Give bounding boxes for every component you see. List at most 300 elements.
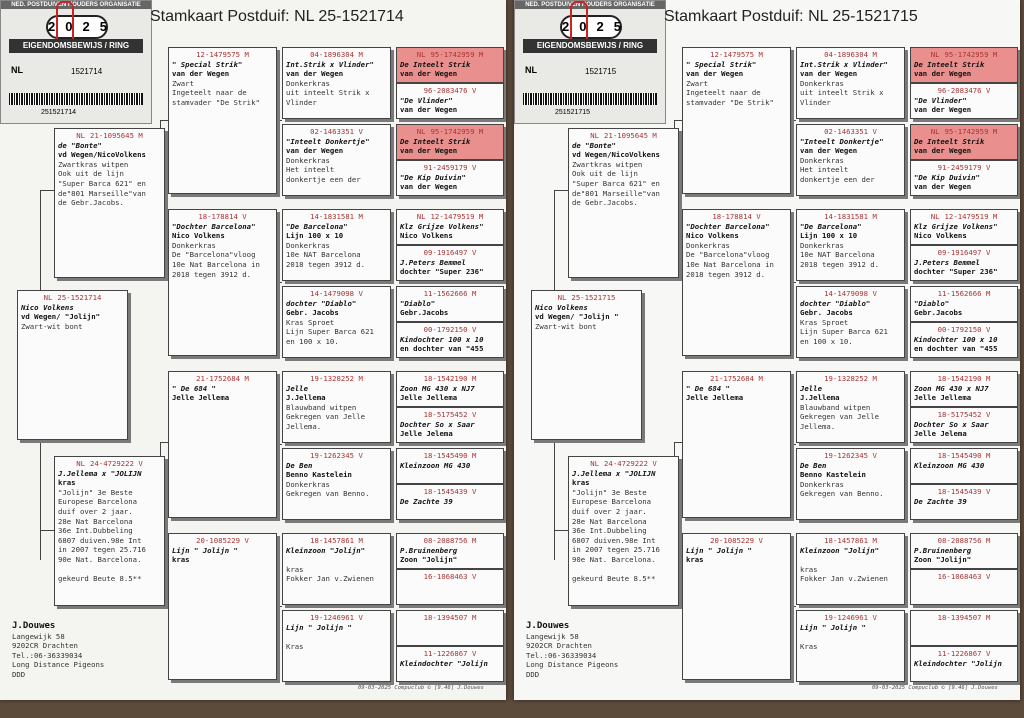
box-line: van der Wegen — [800, 146, 858, 156]
box-header — [686, 50, 787, 60]
ring-number: 11-1226867 V — [937, 649, 991, 658]
breeder-detail: 9202CR Drachten — [526, 641, 592, 651]
card-year: 2025 — [46, 15, 108, 39]
ring-number: 21-1095645 M — [604, 131, 657, 140]
box-line: Benno Kastelein — [800, 470, 866, 480]
pedigree-connector — [674, 442, 682, 443]
country-code: NL — [590, 131, 600, 140]
ring-number: 11-1562666 M — [937, 289, 991, 298]
box-line: Fokker Jan v.Zwienen — [800, 574, 888, 584]
box-line: van der Wegen — [400, 182, 458, 192]
box-line: Kleinzoon MG 430 — [400, 460, 471, 470]
box-line: De Inteelt Strik — [914, 59, 985, 69]
pedigree-box-ggg-7-sire — [910, 610, 1018, 646]
box-line: Gebr.Jacobs — [914, 308, 963, 318]
card-label: EIGENDOMSBEWIJS / RING — [523, 39, 657, 53]
box-line: Nico Volkens — [686, 231, 739, 241]
box-line: de Gebr.Jacobs. — [572, 198, 638, 208]
pedigree-box-subject — [531, 290, 642, 440]
box-line — [58, 565, 161, 575]
pedigree-box-g3 — [168, 371, 277, 518]
ring-number: 21-1752684 M — [710, 374, 763, 383]
box-line: Gebr. Jacobs — [286, 308, 339, 318]
pedigree-box-dam — [568, 456, 679, 606]
pedigree-box-ggg-7-sire — [396, 610, 504, 646]
box-line: "Diablo" — [400, 298, 436, 308]
box-line: 2018 tegen 3912 d. — [172, 269, 252, 279]
box-header — [172, 374, 273, 384]
box-header — [286, 212, 387, 222]
box-line: "Dochter Barcelona" — [172, 221, 256, 231]
pedigree-box-ggg-0-dam — [910, 83, 1018, 119]
country-code: NL — [43, 293, 53, 302]
box-line: Kleinzoon MG 430 — [914, 460, 985, 470]
box-header — [686, 374, 787, 384]
pedigree-box-ggg-3-dam — [910, 322, 1018, 358]
pedigree-connector — [160, 280, 168, 281]
country-code: NL — [416, 127, 426, 136]
box-header — [400, 248, 500, 258]
card-country: NL — [525, 65, 537, 75]
pedigree-connector — [277, 444, 282, 445]
box-line: Dochter So x Saar — [914, 419, 989, 429]
breeder-info — [526, 622, 618, 680]
box-line: Gekregen van Jelle — [800, 412, 880, 422]
box-header — [21, 293, 124, 303]
box-line: " De 684 " — [172, 383, 216, 393]
box-line: Int.Strik x Vlinder" — [286, 59, 374, 69]
box-line: Jelle Jellema — [686, 393, 744, 403]
pedigree-box-gg7 — [282, 533, 391, 605]
pedigree-connector — [40, 530, 54, 531]
pedigree-connector — [40, 190, 54, 191]
ring-number: 21-1752684 M — [196, 374, 249, 383]
pedigree-box-ggg-3-dam — [396, 322, 504, 358]
box-header — [914, 50, 1014, 60]
box-line: " Special Strik" — [686, 59, 757, 69]
box-line: J.Peters Bemmel — [914, 257, 980, 267]
box-line — [286, 632, 387, 642]
box-line: Ook uit de lijn — [572, 169, 638, 179]
pedigree-box-ggg-7-dam — [910, 646, 1018, 682]
box-line: uit inteelt Strik x — [800, 88, 884, 98]
box-line: Zwartkras witpen — [572, 159, 643, 169]
box-line: " Special Strik" — [172, 59, 243, 69]
box-line: Nico Volkens — [21, 302, 74, 312]
box-line: Lijn Super Barca 621 — [286, 327, 374, 337]
pedigree-box-g1 — [682, 47, 791, 194]
box-header — [800, 536, 901, 546]
box-line: Europese Barcelona — [572, 497, 652, 507]
ring-number: 14-1479098 V — [824, 289, 877, 298]
box-line: 6807 duiven.98e Int — [58, 535, 142, 545]
box-line: Zwart — [172, 78, 194, 88]
box-header — [286, 536, 387, 546]
ring-number: 19-1246961 V — [824, 613, 877, 622]
ring-number: 02-1463351 V — [310, 127, 363, 136]
pedigree-box-ggg-0-dam — [396, 83, 504, 119]
pedigree-connector — [160, 120, 168, 121]
box-line: en 100 x 10. — [800, 336, 853, 346]
box-line: de Gebr.Jacobs. — [58, 198, 124, 208]
box-line: "Jolijn" 3e Beste — [58, 487, 133, 497]
box-header — [400, 410, 500, 420]
box-line: Nico Volkens — [914, 231, 967, 241]
card-label: EIGENDOMSBEWIJS / RING — [9, 39, 143, 53]
pedigree-box-ggg-4-sire — [396, 371, 504, 407]
breeder-name: J.Douwes — [526, 621, 570, 631]
box-line: van der Wegen — [400, 69, 458, 79]
pedigree-box-ggg-2-dam — [396, 245, 504, 281]
box-line — [800, 632, 901, 642]
box-header — [914, 374, 1014, 384]
box-header — [914, 613, 1014, 623]
card-barcode-number: 251521714 — [41, 109, 77, 116]
box-line: Dochter So x Saar — [400, 419, 475, 429]
pedigree-box-g3 — [682, 371, 791, 518]
ring-number: 12-1479575 M — [710, 50, 763, 59]
box-header — [400, 649, 500, 659]
print-footer: 09-03-2025 Compuclub © [9.46] J.Douwes — [872, 685, 998, 691]
box-line: Jelle Jelema — [400, 429, 453, 439]
box-line: Gekregen van Benno. — [800, 489, 884, 499]
ring-number: 08-2088756 M — [423, 536, 477, 545]
country-code: NL — [76, 131, 86, 140]
box-header — [572, 131, 675, 141]
ring-number: 18-1545490 M — [937, 451, 991, 460]
box-header — [914, 325, 1014, 335]
country-code: NL — [930, 212, 940, 221]
box-line: Jelle Jelema — [914, 429, 967, 439]
box-line: Ingeteelt naar de — [172, 88, 247, 98]
box-line: De Ben — [800, 460, 827, 470]
box-line: J.Jellema x "JOLIJN — [58, 468, 142, 478]
ring-number: 18-1542190 M — [937, 374, 991, 383]
pedigree-box-gg2 — [796, 124, 905, 196]
ring-number: 18-1545439 V — [937, 487, 991, 496]
box-line: vd Wegen/ "Jolijn " — [535, 312, 619, 322]
box-line: de "Bonte" — [58, 140, 102, 150]
box-header — [914, 451, 1014, 461]
box-line: van der Wegen — [914, 105, 972, 115]
box-line: Het inteelt — [286, 165, 335, 175]
breeder-detail: Langewijk 58 — [526, 631, 579, 641]
box-line: Int.Strik x Vlinder" — [800, 59, 888, 69]
box-line: vd Wegen/NicoVolkens — [58, 150, 146, 160]
box-header — [572, 459, 675, 469]
pedigree-box-ggg-6-dam — [396, 569, 504, 605]
ring-number: 95-1742959 M — [944, 127, 998, 136]
box-header — [800, 212, 901, 222]
pedigree-box-ggg-1-dam — [396, 160, 504, 196]
box-line: uit inteelt Strik x — [286, 88, 370, 98]
box-line: De "Barcelona"vloog — [172, 250, 256, 260]
pedigree-box-ggg-5-dam — [910, 484, 1018, 520]
ring-number: 19-1246961 V — [310, 613, 363, 622]
box-line: Zoon "Jolijn" — [400, 555, 458, 565]
pedigree-box-gg1 — [796, 47, 905, 119]
box-line: van der Wegen — [400, 105, 458, 115]
pedigree-box-ggg-5-sire — [396, 448, 504, 484]
box-line: Lijn 100 x 10 — [286, 231, 344, 241]
pedigree-box-ggg-0-sire — [396, 47, 504, 83]
pedigree-box-gg4 — [282, 286, 391, 358]
box-line: dochter "Diablo" — [800, 298, 871, 308]
box-line: Donkerkras — [286, 78, 330, 88]
box-line: Ingeteelt naar de — [686, 88, 761, 98]
box-line: van der Wegen — [686, 69, 744, 79]
card-year: 2025 — [560, 15, 622, 39]
box-line: Nico Volkens — [172, 231, 225, 241]
box-line: vd Wegen/NicoVolkens — [572, 150, 660, 160]
box-line — [800, 555, 901, 565]
box-line: "De Vlinder" — [400, 95, 453, 105]
box-line: Donkerkras — [800, 479, 844, 489]
box-line: Kleindochter "Jolijn — [914, 658, 1002, 668]
card-barcode-number: 251521715 — [555, 109, 591, 116]
box-line: van der Wegen — [172, 69, 230, 79]
ring-number: 02-1463351 V — [824, 127, 877, 136]
box-line: Vlinder — [286, 97, 317, 107]
box-header — [400, 212, 500, 222]
box-line: "Jolijn" 3e Beste — [572, 487, 647, 497]
pedigree-connector — [791, 606, 796, 607]
box-line: "De Barcelona" — [800, 221, 862, 231]
box-line: Lijn " Jolijn " — [800, 622, 866, 632]
pedigree-connector — [791, 444, 796, 445]
box-line: Jelle Jellema — [172, 393, 230, 403]
box-line: en 100 x 10. — [286, 336, 339, 346]
pedigree-connector — [791, 282, 796, 283]
box-line: de"801 Marseille"van — [58, 188, 146, 198]
box-header — [914, 536, 1014, 546]
pedigree-box-gg3 — [796, 209, 905, 281]
pedigree-box-gg7 — [796, 533, 905, 605]
box-line: Donkerkras — [800, 155, 844, 165]
box-header — [914, 86, 1014, 96]
ring-number: 12-1479575 M — [196, 50, 249, 59]
box-header — [400, 374, 500, 384]
box-line: donkertje een der — [800, 174, 875, 184]
country-code: NL — [416, 212, 426, 221]
box-header — [535, 293, 638, 303]
box-line: van der Wegen — [914, 146, 972, 156]
box-header — [286, 127, 387, 137]
ring-number: 11-1226867 V — [423, 649, 477, 658]
pedigree-box-gg3 — [282, 209, 391, 281]
box-header — [400, 50, 500, 60]
ring-number: 18-178814 V — [712, 212, 761, 221]
pedigree-box-ggg-1-sire — [396, 124, 504, 160]
ring-number: 21-1095645 M — [90, 131, 143, 140]
ring-number: 19-1262345 V — [824, 451, 877, 460]
box-line: Lijn " Jolijn " — [172, 545, 238, 555]
box-line: kras — [58, 478, 76, 488]
box-line: vd Wegen/ "Jolijn" — [21, 312, 101, 322]
box-line: 2018 tegen 3912 d. — [800, 259, 880, 269]
box-header — [286, 289, 387, 299]
box-line: J.Jellema x "JOLIJN — [572, 468, 656, 478]
box-header — [400, 127, 500, 137]
box-header — [400, 572, 500, 582]
box-line: "Diablo" — [914, 298, 950, 308]
box-line: dochter "Super 236" — [400, 267, 484, 277]
ring-number: 08-2088756 M — [937, 536, 991, 545]
ring-number: 16-1068463 V — [423, 572, 477, 581]
pedigree-box-ggg-7-dam — [396, 646, 504, 682]
box-line: De Inteelt Strik — [400, 59, 471, 69]
box-line: Zoon MG 430 x NJ7 — [400, 383, 475, 393]
ring-ownership-card — [514, 0, 666, 124]
box-line: Vlinder — [800, 97, 831, 107]
box-line: Lijn " Jolijn " — [286, 622, 352, 632]
box-line: Zoon "Jolijn" — [914, 555, 972, 565]
breeder-info — [12, 622, 104, 680]
box-line: De Inteelt Strik — [914, 136, 985, 146]
box-line: gekeurd Beute 8.5** — [58, 574, 142, 584]
card-organisation: NED. POSTDUIVEN HOUDERS ORGANISATIE — [1, 1, 151, 9]
box-header — [400, 163, 500, 173]
ring-number: 18-1394507 M — [423, 613, 477, 622]
ring-number: 91-2459179 V — [937, 163, 991, 172]
breeder-detail: Tel.:06-36339034 — [12, 650, 83, 660]
ring-number: 14-1831581 M — [310, 212, 363, 221]
pedigree-box-dam — [54, 456, 165, 606]
box-line: kras — [800, 564, 818, 574]
box-line: P.Bruinenberg — [914, 545, 972, 555]
pedigree-box-ggg-0-sire — [910, 47, 1018, 83]
ring-number: 24-4729222 V — [90, 459, 143, 468]
box-line: "De Kip Duivin" — [400, 172, 466, 182]
box-header — [686, 536, 787, 546]
box-header — [800, 451, 901, 461]
pedigree-connector — [277, 120, 282, 121]
box-line: Kindochter 100 x 10 — [914, 334, 998, 344]
box-line: "De Vlinder" — [914, 95, 967, 105]
ring-number: 00-1792150 V — [937, 325, 991, 334]
ring-number: 14-1831581 M — [824, 212, 877, 221]
box-header — [914, 248, 1014, 258]
pedigree-box-gg6 — [796, 448, 905, 520]
box-header — [914, 212, 1014, 222]
box-header — [58, 131, 161, 141]
box-line: stamvader "De Strik" — [172, 97, 260, 107]
pedigree-sheet-left — [0, 0, 506, 700]
pedigree-connector — [674, 120, 682, 121]
pedigree-box-ggg-3-sire — [910, 286, 1018, 322]
box-header — [400, 451, 500, 461]
box-line: Europese Barcelona — [58, 497, 138, 507]
pedigree-box-gg1 — [282, 47, 391, 119]
ring-number: 18-1457861 M — [310, 536, 363, 545]
box-line: gekeurd Beute 8.5** — [572, 574, 656, 584]
box-line: Gekregen van Benno. — [286, 489, 370, 499]
box-line: dochter "Super 236" — [914, 267, 998, 277]
box-line: P.Bruinenberg — [400, 545, 458, 555]
pedigree-box-ggg-2-sire — [396, 209, 504, 245]
pedigree-box-gg8 — [282, 610, 391, 682]
box-line: Ook uit de lijn — [58, 169, 124, 179]
box-line: 36e Int.Dubbeling — [58, 526, 133, 536]
box-line: 10e NAT Barcelona — [800, 250, 875, 260]
box-line: Jellema. — [286, 421, 322, 431]
ring-number: 95-1742959 M — [430, 127, 484, 136]
box-line: 2018 tegen 3912 d. — [286, 259, 366, 269]
pedigree-connector — [554, 530, 568, 531]
box-line: van der Wegen — [800, 69, 858, 79]
box-line: 10e Nat Barcelona in — [172, 259, 260, 269]
ring-number: 16-1068463 V — [937, 572, 991, 581]
box-line: de "Bonte" — [572, 140, 616, 150]
box-header — [400, 289, 500, 299]
box-header — [686, 212, 787, 222]
box-header — [914, 572, 1014, 582]
pedigree-connector — [674, 280, 682, 281]
box-line: Lijn 100 x 10 — [800, 231, 858, 241]
box-header — [286, 613, 387, 623]
box-line: Zwart-wit bont — [21, 321, 83, 331]
box-line: De Zachte 39 — [914, 496, 967, 506]
pedigree-box-sire — [568, 128, 679, 278]
box-line: Jelle — [800, 383, 822, 393]
box-line: De Ben — [286, 460, 313, 470]
box-line: Zwart-wit bont — [535, 321, 597, 331]
country-code: NL — [416, 50, 426, 59]
box-line: J.Peters Bemmel — [400, 257, 466, 267]
ring-number: 14-1479098 V — [310, 289, 363, 298]
box-line: "Inteelt Donkertje" — [800, 136, 884, 146]
ring-number: 18-5175452 V — [423, 410, 477, 419]
pedigree-box-g2 — [682, 209, 791, 356]
box-line: Kleinzoon "Jolijn" — [286, 545, 366, 555]
box-header — [286, 451, 387, 461]
ring-number: 12-1479519 M — [944, 212, 998, 221]
box-line: J.Jellema — [800, 393, 840, 403]
box-line: Klz Grijze Volkens" — [914, 221, 998, 231]
pedigree-box-gg2 — [282, 124, 391, 196]
breeder-detail: Long Distance Pigeons — [526, 660, 619, 670]
box-line: kras — [286, 564, 304, 574]
box-line: "Inteelt Donkertje" — [286, 136, 370, 146]
box-line: 36e Int.Dubbeling — [572, 526, 647, 536]
box-line: Het inteelt — [800, 165, 849, 175]
box-line: Zwartkras witpen — [58, 159, 129, 169]
box-line: De Inteelt Strik — [400, 136, 471, 146]
box-line — [572, 565, 675, 575]
breeder-name: J.Douwes — [12, 621, 56, 631]
box-header — [914, 127, 1014, 137]
pedigree-box-subject — [17, 290, 128, 440]
box-header — [800, 374, 901, 384]
ring-number: 19-1328252 M — [310, 374, 363, 383]
box-line: in 2007 tegen 25.716 — [58, 545, 146, 555]
pedigree-connector — [277, 606, 282, 607]
box-line: Kras — [286, 641, 304, 651]
box-line: Nico Volkens — [400, 231, 453, 241]
country-code: NL — [930, 127, 940, 136]
box-line: de"801 Marseille"van — [572, 188, 660, 198]
box-header — [286, 50, 387, 60]
pedigree-box-ggg-5-dam — [396, 484, 504, 520]
box-line: Jelle Jellema — [914, 393, 972, 403]
box-line: Donkerkras — [800, 240, 844, 250]
box-line: Donkerkras — [172, 240, 216, 250]
box-line: duif over 2 jaar. — [58, 506, 133, 516]
pedigree-box-ggg-6-sire — [396, 533, 504, 569]
box-line: Nico Volkens — [535, 302, 588, 312]
box-line: kras — [172, 555, 190, 565]
box-line: Klz Grijze Volkens" — [400, 221, 484, 231]
